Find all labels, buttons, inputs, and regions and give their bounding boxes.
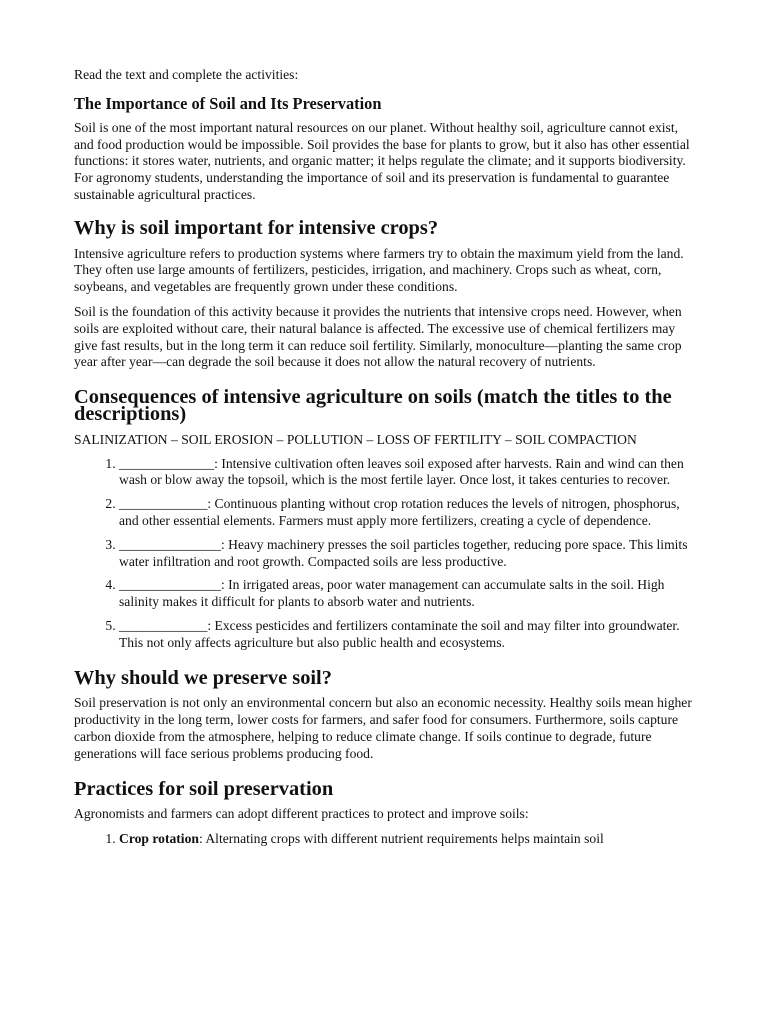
list-item xyxy=(119,496,698,530)
item-description: : Intensive cultivation often leaves soil exposed after harvests. Rain and wind can then wash or blow away the topsoil, which is the most fertile layer. Once lost, it takes centuries to recover. xyxy=(119,455,684,488)
paragraph-intensive-agriculture: Intensive agriculture refers to production systems where farmers try to obtain the maximum yield from the land. They often use large amounts of fertilizers, pesticides, irrigation, and machinery. Crops such as wheat, corn, soybeans, and vegetables are frequently grown under these conditions. xyxy=(74,245,684,295)
list-item xyxy=(119,456,698,490)
item-description: : Continuous planting without crop rotation reduces the levels of nitrogen, phosphorus, and other essential elements. Farmers must apply more fertilizers, creating a cycle of dependence. xyxy=(119,496,680,528)
item-description: : Excess pesticides and fertilizers contaminate the soil and may filter into groundwater. This not only affects agriculture but also public health and ecosystems. xyxy=(119,617,680,650)
match-terms-list: SALINIZATION – SOIL EROSION – POLLUTION – LOSS OF FERTILITY – SOIL COMPACTION xyxy=(74,431,637,447)
section-heading-importance: Why is soil important for intensive crops? xyxy=(74,216,439,239)
answer-blank: _____________ xyxy=(119,496,208,512)
paragraph-preservation: Soil preservation is not only an environmental concern but also an economic necessity. Healthy soils mean higher productivity in the long term, lower costs for farmers, and safer food for consumers. Furthermore, soils capture carbon dioxide from the atmosphere, helping to reduce climate change. If soils continue to degrade, future generations will face serious problems producing food. xyxy=(74,695,692,761)
consequences-list xyxy=(74,456,698,652)
section-heading-practices: Practices for soil preservation xyxy=(74,777,334,800)
list-item xyxy=(119,577,698,611)
intro-paragraph: Soil is one of the most important natural resources on our planet. Without healthy soil, agriculture cannot exist, and food production would be impossible. Soil provides the base for plants to grow, but it also has other essential functions: it stores water, nutrients, and organic matter; it helps regulate the climate; and it supports biodiversity. For agronomy students, understanding the importance of soil and its preservation is fundamental to guarantee sustainable agricultural practices. xyxy=(74,119,690,202)
document-title: The Importance of Soil and Its Preservation xyxy=(74,93,382,113)
paragraph-soil-foundation: Soil is the foundation of this activity because it provides the nutrients that intensive crops need. However, when soils are exploited without care, their natural balance is affected. The excessive use of chemical fertilizers may give fast results, but in the long term it can reduce soil fertility. Similarly, monoculture—planting the same crop year after year—can degrade the soil because it does not allow the natural recovery of nutrients. xyxy=(74,303,682,370)
section-heading-preserve: Why should we preserve soil? xyxy=(74,666,332,689)
answer-blank: ______________ xyxy=(119,455,215,471)
practices-list xyxy=(74,831,698,848)
item-description: : Heavy machinery presses the soil particles together, reducing pore space. This limits water infiltration and root growth. Compacted soils are less productive. xyxy=(119,536,688,569)
paragraph-practices-intro: Agronomists and farmers can adopt different practices to protect and improve soils: xyxy=(74,806,529,822)
list-item xyxy=(119,618,698,652)
answer-blank: _____________ xyxy=(119,617,208,633)
practice-description: : Alternating crops with different nutrient requirements helps maintain soil xyxy=(198,831,604,847)
section-heading-consequences: Consequences of intensive agriculture on soils (match the titles to the descriptions) xyxy=(74,386,672,425)
answer-blank: _______________ xyxy=(119,536,221,552)
instructions: Read the text and complete the activities: xyxy=(74,67,299,82)
list-item xyxy=(119,537,698,571)
answer-blank: _______________ xyxy=(119,577,221,593)
item-description: : In irrigated areas, poor water management can accumulate salts in the soil. High salinity makes it difficult for plants to absorb water and nutrients. xyxy=(119,577,665,610)
list-item xyxy=(119,831,698,848)
practice-term: Crop rotation xyxy=(119,831,199,847)
